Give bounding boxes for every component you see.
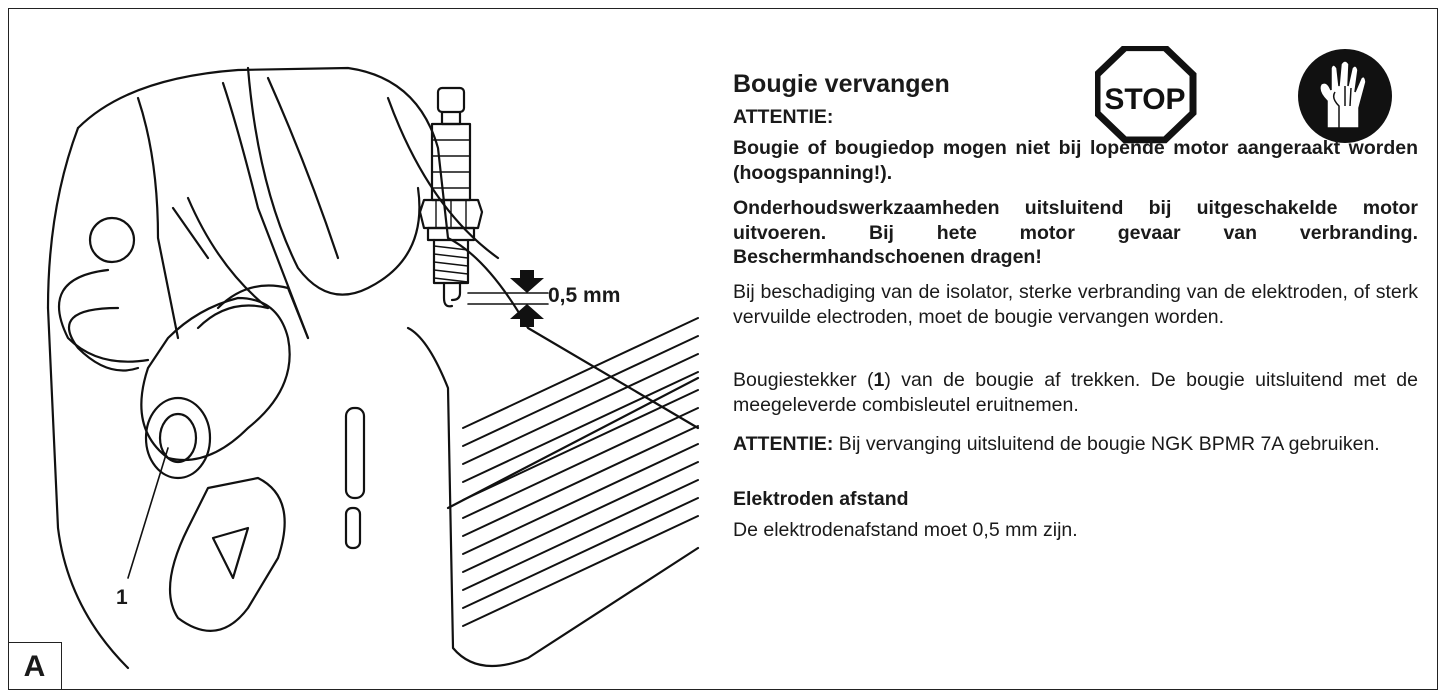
spark-plug-illustration (8, 8, 708, 690)
gloves-icon (1298, 49, 1392, 143)
paragraph-2-end: ) van de bougie af trekken. De bougie uitsluitend met de meegeleverde combisleutel eruitnemen. (733, 369, 1418, 416)
paragraph-3-text: Bij vervanging uitsluitend de bougie NGK BPMR 7A gebruiken. (833, 433, 1380, 455)
paragraph-3 (733, 432, 1418, 457)
paragraph-2-start: Bougiestekker ( (733, 369, 874, 391)
paragraph-4: De elektrodenafstand moet 0,5 mm zijn. (733, 519, 1078, 541)
stop-sign-icon (1097, 48, 1193, 140)
subheading-electrode-gap: Elektroden afstand (733, 488, 909, 510)
gap-dimension-label: 0,5 mm (548, 284, 621, 307)
paragraph-1: Bij beschadiging van de isolator, sterke verbranding van de elektroden, of sterk vervuilde electroden, moet de bougie vervangen worden. (733, 281, 1418, 328)
paragraph-2-ref: 1 (873, 369, 885, 391)
section-title: Bougie vervangen (733, 70, 950, 98)
safety-icons (1095, 46, 1425, 146)
paragraph-3-label: ATTENTIE: (733, 433, 834, 455)
callout-1: 1 (116, 586, 128, 609)
attention-heading: ATTENTIE: (733, 106, 834, 128)
paragraph-2 (733, 368, 1418, 417)
stop-sign-text: STOP (1104, 83, 1186, 116)
warning-text-2: Onderhoudswerkzaamheden uitsluitend bij uitgeschakelde motor uitvoeren. Bij hete motor gevaar van verbranding. Beschermhandschoenen dragen! (733, 197, 1418, 268)
figure-label: A (8, 642, 62, 690)
warning-text-1: Bougie of bougiedop mogen niet bij lopende motor aangeraakt worden (hoogspanning!). (733, 137, 1418, 184)
